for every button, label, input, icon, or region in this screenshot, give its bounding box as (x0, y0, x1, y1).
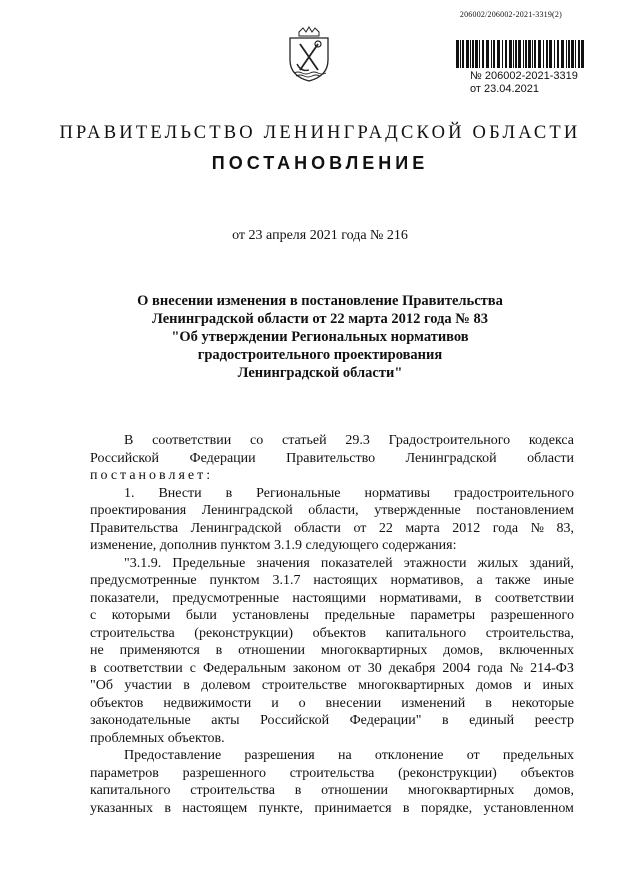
body-word: в (485, 695, 492, 711)
body-word: показателей (320, 555, 393, 571)
body-word: установлены (232, 608, 310, 623)
barcode-bar (543, 40, 544, 68)
registration-date: от 23.04.2021 (470, 83, 540, 95)
body-word: предусмотренные (172, 590, 280, 606)
body-word: В (124, 433, 134, 448)
barcode-bar (557, 40, 559, 68)
body-word: внесении (325, 695, 382, 711)
barcode-bar (456, 40, 459, 68)
body-word: долевом (201, 678, 251, 693)
body-word: (реконструкции) (398, 765, 497, 781)
body-line (90, 590, 574, 608)
body-word: строительства (190, 783, 275, 798)
body-word: Российской (90, 450, 159, 466)
body-line (90, 800, 574, 818)
barcode-bar (538, 40, 541, 68)
body-word: "3.1.9. (124, 555, 162, 571)
body-word: Региональные (256, 485, 341, 501)
registration-code: 206002/206002-2021-3319(2) (459, 10, 562, 19)
body-line (90, 607, 574, 625)
body-word: нормативы (364, 485, 430, 501)
body-word: разрешенного (490, 608, 574, 623)
body-word: проблемных объектов. (90, 730, 225, 746)
body-line (90, 555, 574, 573)
body-word: кодекса (528, 433, 574, 448)
body-word: этажности (403, 555, 467, 571)
barcode-bar (470, 40, 471, 68)
body-word: № (530, 520, 544, 536)
body-word: Федерации (189, 450, 256, 466)
barcode-bar (566, 40, 567, 68)
body-word: домов, (443, 643, 484, 658)
body-word: от (466, 748, 480, 763)
body-line (90, 765, 574, 783)
barcode-bar (475, 40, 478, 68)
body-word: значения (256, 555, 310, 571)
body-word: единый (469, 713, 515, 728)
subject-line: градостроительного проектирования (197, 347, 443, 363)
barcode-bar (523, 40, 524, 68)
body-word: области (527, 450, 574, 466)
body-word: применяются (119, 643, 200, 658)
body-word: статьей (282, 433, 327, 448)
body-line (90, 782, 574, 800)
body-word: о (298, 695, 306, 711)
body-word: пункте, (258, 800, 304, 816)
body-word: 30 (367, 660, 382, 676)
body-word: объектов (520, 765, 574, 781)
barcode-bar (491, 40, 492, 68)
body-word: в (294, 783, 302, 798)
body-word: в (215, 643, 223, 658)
body-word: иные (543, 573, 574, 588)
body-word: в (441, 713, 449, 728)
body-word: многоквартирных (358, 678, 465, 693)
body-word: капитального (385, 625, 467, 641)
body-word: нормативами, (379, 590, 462, 606)
body-word: соответствии (494, 590, 574, 606)
body-word: строительства, (485, 625, 574, 641)
body-word: года (492, 520, 519, 536)
body-word: соответствии (103, 660, 183, 676)
body-word: 2012 (452, 520, 481, 536)
body-line (90, 642, 574, 660)
body-word: порядке, (420, 800, 473, 816)
body-word: "Об (90, 678, 113, 693)
body-word: настоящем (182, 800, 248, 816)
barcode-bar (528, 40, 531, 68)
body-word: 1. (124, 485, 135, 501)
body-word: Российской (260, 713, 330, 728)
subject-line: Ленинградской области от 22 марта 2012 года № 83 (152, 311, 488, 327)
body-word: пунктом (209, 573, 260, 588)
body-word: от (353, 520, 367, 536)
body-line (90, 695, 574, 713)
barcode-bar (532, 40, 533, 68)
subject-line: Ленинградской области" (237, 365, 403, 381)
body-word: настоящих (313, 573, 378, 588)
body-word: домов (475, 678, 513, 693)
body-line (90, 502, 574, 520)
barcode-bar (515, 40, 517, 68)
body-word: № (509, 660, 524, 676)
government-title: ПРАВИТЕЛЬСТВО ЛЕНИНГРАДСКОЙ ОБЛАСТИ (59, 123, 581, 143)
barcode-bar (554, 40, 555, 68)
barcode-bar (502, 40, 503, 68)
body-word: на (337, 748, 352, 763)
body-word: постановляет: (90, 468, 214, 483)
body-line (90, 660, 574, 678)
barcode-bar (466, 40, 469, 68)
document-date-number: от 23 апреля 2021 года № 216 (232, 228, 408, 243)
body-word: с (90, 608, 97, 623)
body-word: и (523, 678, 532, 693)
body-line (90, 730, 574, 748)
barcode-bar (486, 40, 489, 68)
body-line (90, 625, 574, 643)
body-word: также (495, 573, 531, 588)
body-word: параметров (90, 765, 159, 781)
barcode-bar (571, 40, 574, 68)
body-word: недвижимости (163, 695, 252, 711)
barcode-bar (534, 40, 536, 68)
body-word: Предоставление (124, 748, 222, 763)
body-line (90, 520, 574, 538)
barcode-bar (578, 40, 580, 68)
document-subject (0, 292, 640, 382)
body-word: домов, (534, 783, 574, 798)
body-word: установленном (483, 800, 574, 816)
body-word: а (476, 573, 483, 588)
barcode-bar (568, 40, 570, 68)
body-word: принимается (314, 800, 392, 816)
body-word: объектов (312, 625, 367, 641)
body-word: параметры (410, 608, 476, 623)
body-word: не (90, 643, 104, 658)
barcode-bar (518, 40, 521, 68)
barcode-bar (505, 40, 507, 68)
barcode-bar (472, 40, 474, 68)
body-word: строительстве (261, 678, 347, 693)
body-line (90, 467, 574, 485)
body-word: Ленинградской (405, 450, 497, 466)
body-word: разрешенного (182, 765, 266, 781)
body-word: области (294, 520, 341, 536)
body-word: марта (405, 520, 440, 536)
body-line (90, 450, 574, 468)
body-word: в (225, 485, 233, 501)
barcode-bar (546, 40, 548, 68)
barcode-bar (497, 40, 500, 68)
barcode-bar (482, 40, 484, 68)
body-word: области, (308, 503, 359, 518)
body-word: Внести (158, 485, 202, 501)
body-word: зданий, (529, 555, 574, 571)
coat-of-arms-emblem-icon (287, 26, 331, 82)
body-word: (реконструкции) (194, 625, 294, 641)
barcode-bar (493, 40, 495, 68)
body-word: Предельные (172, 555, 246, 571)
barcode-bar (549, 40, 552, 68)
body-word: 2004 (442, 660, 471, 676)
body-word: отношении (321, 783, 389, 798)
body-line (90, 485, 574, 503)
body-word: в (90, 660, 97, 676)
body-word: изменений (401, 695, 466, 711)
body-word: многоквартирных (407, 783, 515, 798)
body-word: нормативов, (390, 573, 464, 588)
body-word: проектирования (90, 503, 187, 518)
body-word: Федерации" (349, 713, 422, 728)
body-line (90, 677, 574, 695)
body-word: Правительства (90, 520, 179, 536)
body-line (90, 747, 574, 765)
body-word: Ленинградской (190, 520, 282, 536)
body-word: в (164, 800, 171, 816)
body-word: Федеральным (202, 660, 286, 676)
body-word: многоквартирных (320, 643, 428, 658)
body-word: акты (211, 713, 240, 728)
body-line (90, 712, 574, 730)
barcode-bar (575, 40, 576, 68)
body-word: 3.1.7 (272, 573, 301, 588)
body-word: с (189, 660, 196, 676)
body-word: 22 (378, 520, 393, 536)
body-word: которыми (111, 608, 171, 623)
body-word: 83, (556, 520, 574, 536)
subject-line: "Об утверждении Региональных нормативов (171, 329, 469, 345)
body-word: иных (542, 678, 574, 693)
body-line (90, 537, 574, 555)
body-word: объектов (90, 695, 144, 711)
body-word: законодательные (90, 713, 191, 728)
body-word: со (250, 433, 264, 448)
body-word: Правительство (286, 450, 376, 466)
body-word: Ленинградской (201, 503, 293, 518)
body-word: отклонение (374, 748, 444, 763)
body-word: градостроительного (453, 485, 574, 501)
body-word: отношении (238, 643, 306, 658)
body-word: строительства (90, 625, 175, 641)
body-word: участии (124, 678, 172, 693)
document-type: ПОСТАНОВЛЕНИЕ (211, 153, 429, 173)
document-body (90, 432, 574, 817)
body-word: реестр (534, 713, 574, 728)
body-word: показатели, (90, 590, 159, 606)
body-word: 214-ФЗ (530, 660, 574, 676)
body-word: жилых (477, 555, 519, 571)
barcode-bar (513, 40, 514, 68)
body-line (90, 572, 574, 590)
body-word: строительства (289, 765, 375, 781)
body-word: и (271, 695, 279, 711)
barcode-bar (479, 40, 480, 68)
barcode-bar (581, 40, 584, 68)
body-word: в (402, 800, 410, 816)
body-word: включенных (498, 643, 574, 658)
barcode-bar (525, 40, 527, 68)
body-word: в (474, 590, 482, 606)
barcode-bar (561, 40, 564, 68)
body-word: были (185, 608, 217, 623)
body-word: указанных (90, 800, 153, 816)
body-word: утвержденные (374, 503, 461, 518)
body-word: 29.3 (345, 433, 370, 448)
registration-stamp (470, 70, 578, 96)
barcode-bar (460, 40, 461, 68)
body-word: года (477, 660, 503, 676)
subject-line: О внесении изменения в постановление Правительства (137, 293, 503, 309)
body-word: в (183, 678, 190, 693)
barcode-bar (509, 40, 512, 68)
body-word: изменение, дополнив пунктом 3.1.9 следующего содержания: (90, 538, 457, 553)
body-word: постановлением (476, 503, 574, 518)
body-word: разрешения (244, 748, 315, 763)
body-word: предельных (502, 748, 574, 763)
body-word: некоторые (511, 695, 574, 711)
body-word: законом (292, 660, 341, 676)
registration-number: № 206002-2021-3319 (470, 70, 578, 82)
body-line (90, 432, 574, 450)
body-word: капитального (90, 783, 171, 798)
body-word: соответствии (152, 433, 232, 448)
body-word: предельные (324, 608, 395, 623)
registration-barcode-icon (456, 40, 586, 68)
barcode-bar (462, 40, 464, 68)
body-word: от (347, 660, 361, 676)
body-word: настоящими (292, 590, 367, 606)
body-word: Градостроительного (388, 433, 511, 448)
body-word: предусмотренные (90, 573, 197, 588)
body-word: декабря (388, 660, 436, 676)
